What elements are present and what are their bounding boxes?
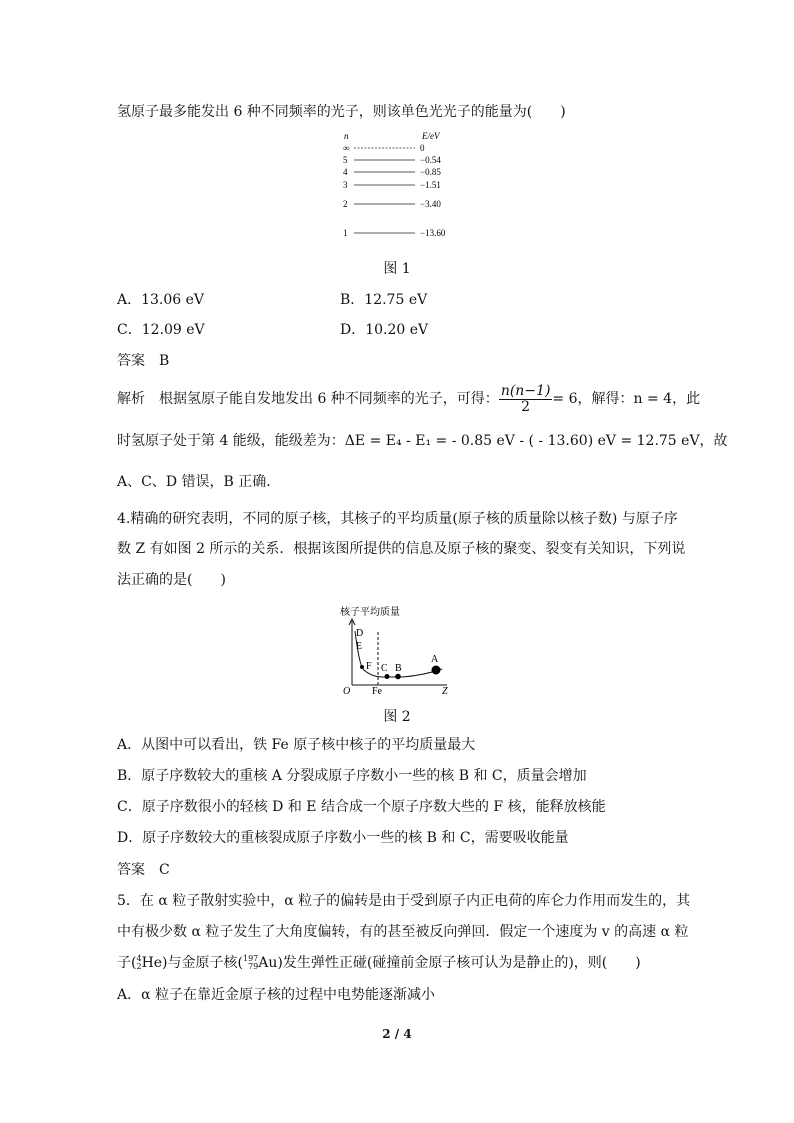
q3-analysis-line-2: 时氢原子处于第 4 能级，能级差为：ΔE = E₄ - E₁ = - 0.85 eV - ( - 13.60) eV = 12.75 eV，故: [117, 433, 728, 449]
atomic-number: 2: [136, 962, 142, 971]
level-energy-label: −0.54: [420, 155, 441, 165]
q4-answer: 答案 C: [117, 862, 170, 878]
fig1-e-label: E/eV: [422, 131, 440, 141]
text: Au)发生弹性正碰(碰撞前金原子核可认为是静止的)，则( ): [258, 955, 641, 971]
analysis-text: 解析 根据氢原子能自发地发出 6 种不同频率的光子，可得：: [117, 391, 499, 407]
q4-stem-line-1: 4.精确的研究表明，不同的原子核，其核子的平均质量(原子核的质量除以核子数) 与原子序: [117, 511, 678, 527]
q5-stem-line-1: 5．在 α 粒子散射实验中，α 粒子的偏转是由于受到原子内正电荷的库仑力作用而发生的，其: [117, 893, 691, 909]
fraction-denominator: 2: [521, 398, 531, 415]
q3-option-c: C．12.09 eV: [117, 322, 205, 338]
label-z: Z: [442, 686, 448, 695]
figure-1-energy-levels: [335, 130, 465, 242]
level-energy-label: 0: [420, 143, 425, 153]
label-origin: O: [343, 686, 351, 695]
q3-option-b: B．12.75 eV: [340, 292, 428, 308]
q3-option-a: A．13.06 eV: [117, 292, 205, 308]
q4-option-c: C．原子序数很小的轻核 D 和 E 结合成一个原子序数大些的 F 核，能释放核能: [117, 799, 606, 815]
level-n-label: ∞: [343, 143, 350, 153]
level-energy-label: −0.85: [420, 167, 441, 177]
label-fe: Fe: [372, 686, 382, 695]
point-a: [432, 666, 441, 675]
level-energy-label: −3.40: [420, 199, 441, 209]
mass-number: 197: [242, 954, 259, 963]
label-a: A: [431, 654, 439, 665]
label-d: D: [356, 628, 364, 639]
q3-stem-tail: 氢原子最多能发出 6 种不同频率的光子，则该单色光光子的能量为( ): [117, 104, 566, 120]
q5-option-a: A．α 粒子在靠近金原子核的过程中电势能逐渐减小: [117, 987, 436, 1003]
level-n-label: 5: [343, 155, 348, 165]
level-n-label: 3: [343, 180, 348, 190]
level-n-label: 2: [343, 199, 348, 209]
figure-1-caption: 图 1: [383, 261, 411, 277]
level-n-label: 1: [343, 228, 348, 238]
label-f: F: [366, 661, 372, 672]
point-c: [385, 674, 390, 679]
q3-analysis-line-3: A、C、D 错误，B 正确．: [117, 474, 281, 490]
analysis-text: = 6，解得：n = 4，此: [552, 391, 701, 407]
level-energy-label: −1.51: [420, 180, 441, 190]
q4-stem-line-3: 法正确的是( ): [117, 572, 226, 588]
level-n-label: 4: [343, 167, 348, 177]
fraction: [499, 384, 553, 415]
q4-option-a: A．从图中可以看出，铁 Fe 原子核中核子的平均质量最大: [117, 737, 476, 753]
q3-answer: 答案 B: [117, 353, 170, 369]
label-e: E: [356, 641, 363, 652]
figure-2-caption: 图 2: [383, 709, 411, 725]
q4-option-b: B．原子序数较大的重核 A 分裂成原子序数小一些的核 B 和 C，质量会增加: [117, 768, 587, 784]
label-c: C: [381, 663, 388, 674]
atomic-number: 79: [248, 962, 259, 971]
fig2-ylabel: 核子平均质量: [340, 607, 400, 618]
q5-stem-line-2: 中有极少数 α 粒子发生了大角度偏转，有的甚至被反向弹回．假定一个速度为 v 的高速 α 粒: [117, 924, 689, 940]
point-b: [395, 674, 401, 680]
page-number: 2 / 4: [382, 1027, 412, 1041]
fraction-numerator: n(n−1): [500, 382, 551, 399]
q3-option-d: D．10.20 eV: [340, 322, 429, 338]
text: He)与金原子核(: [141, 955, 243, 971]
q4-stem-line-2: 数 Z 有如图 2 所示的关系．根据该图所提供的信息及原子核的聚变、裂变有关知识，下列说: [117, 541, 686, 557]
q4-option-d: D．原子序数较大的重核裂成原子序数小一些的核 B 和 C，需要吸收能量: [117, 830, 569, 846]
mass-number: 4: [136, 954, 142, 963]
fig1-n-label: n: [344, 131, 349, 141]
point-f: [360, 665, 364, 669]
label-b: B: [395, 663, 402, 674]
level-energy-label: −13.60: [420, 228, 446, 238]
q5-stem-line-3: [117, 954, 641, 972]
text: 子(: [117, 955, 137, 971]
q3-analysis-line-1: [117, 382, 700, 416]
gold-isotope-numbers: [243, 955, 258, 971]
figure-2-binding-curve: [335, 603, 460, 695]
